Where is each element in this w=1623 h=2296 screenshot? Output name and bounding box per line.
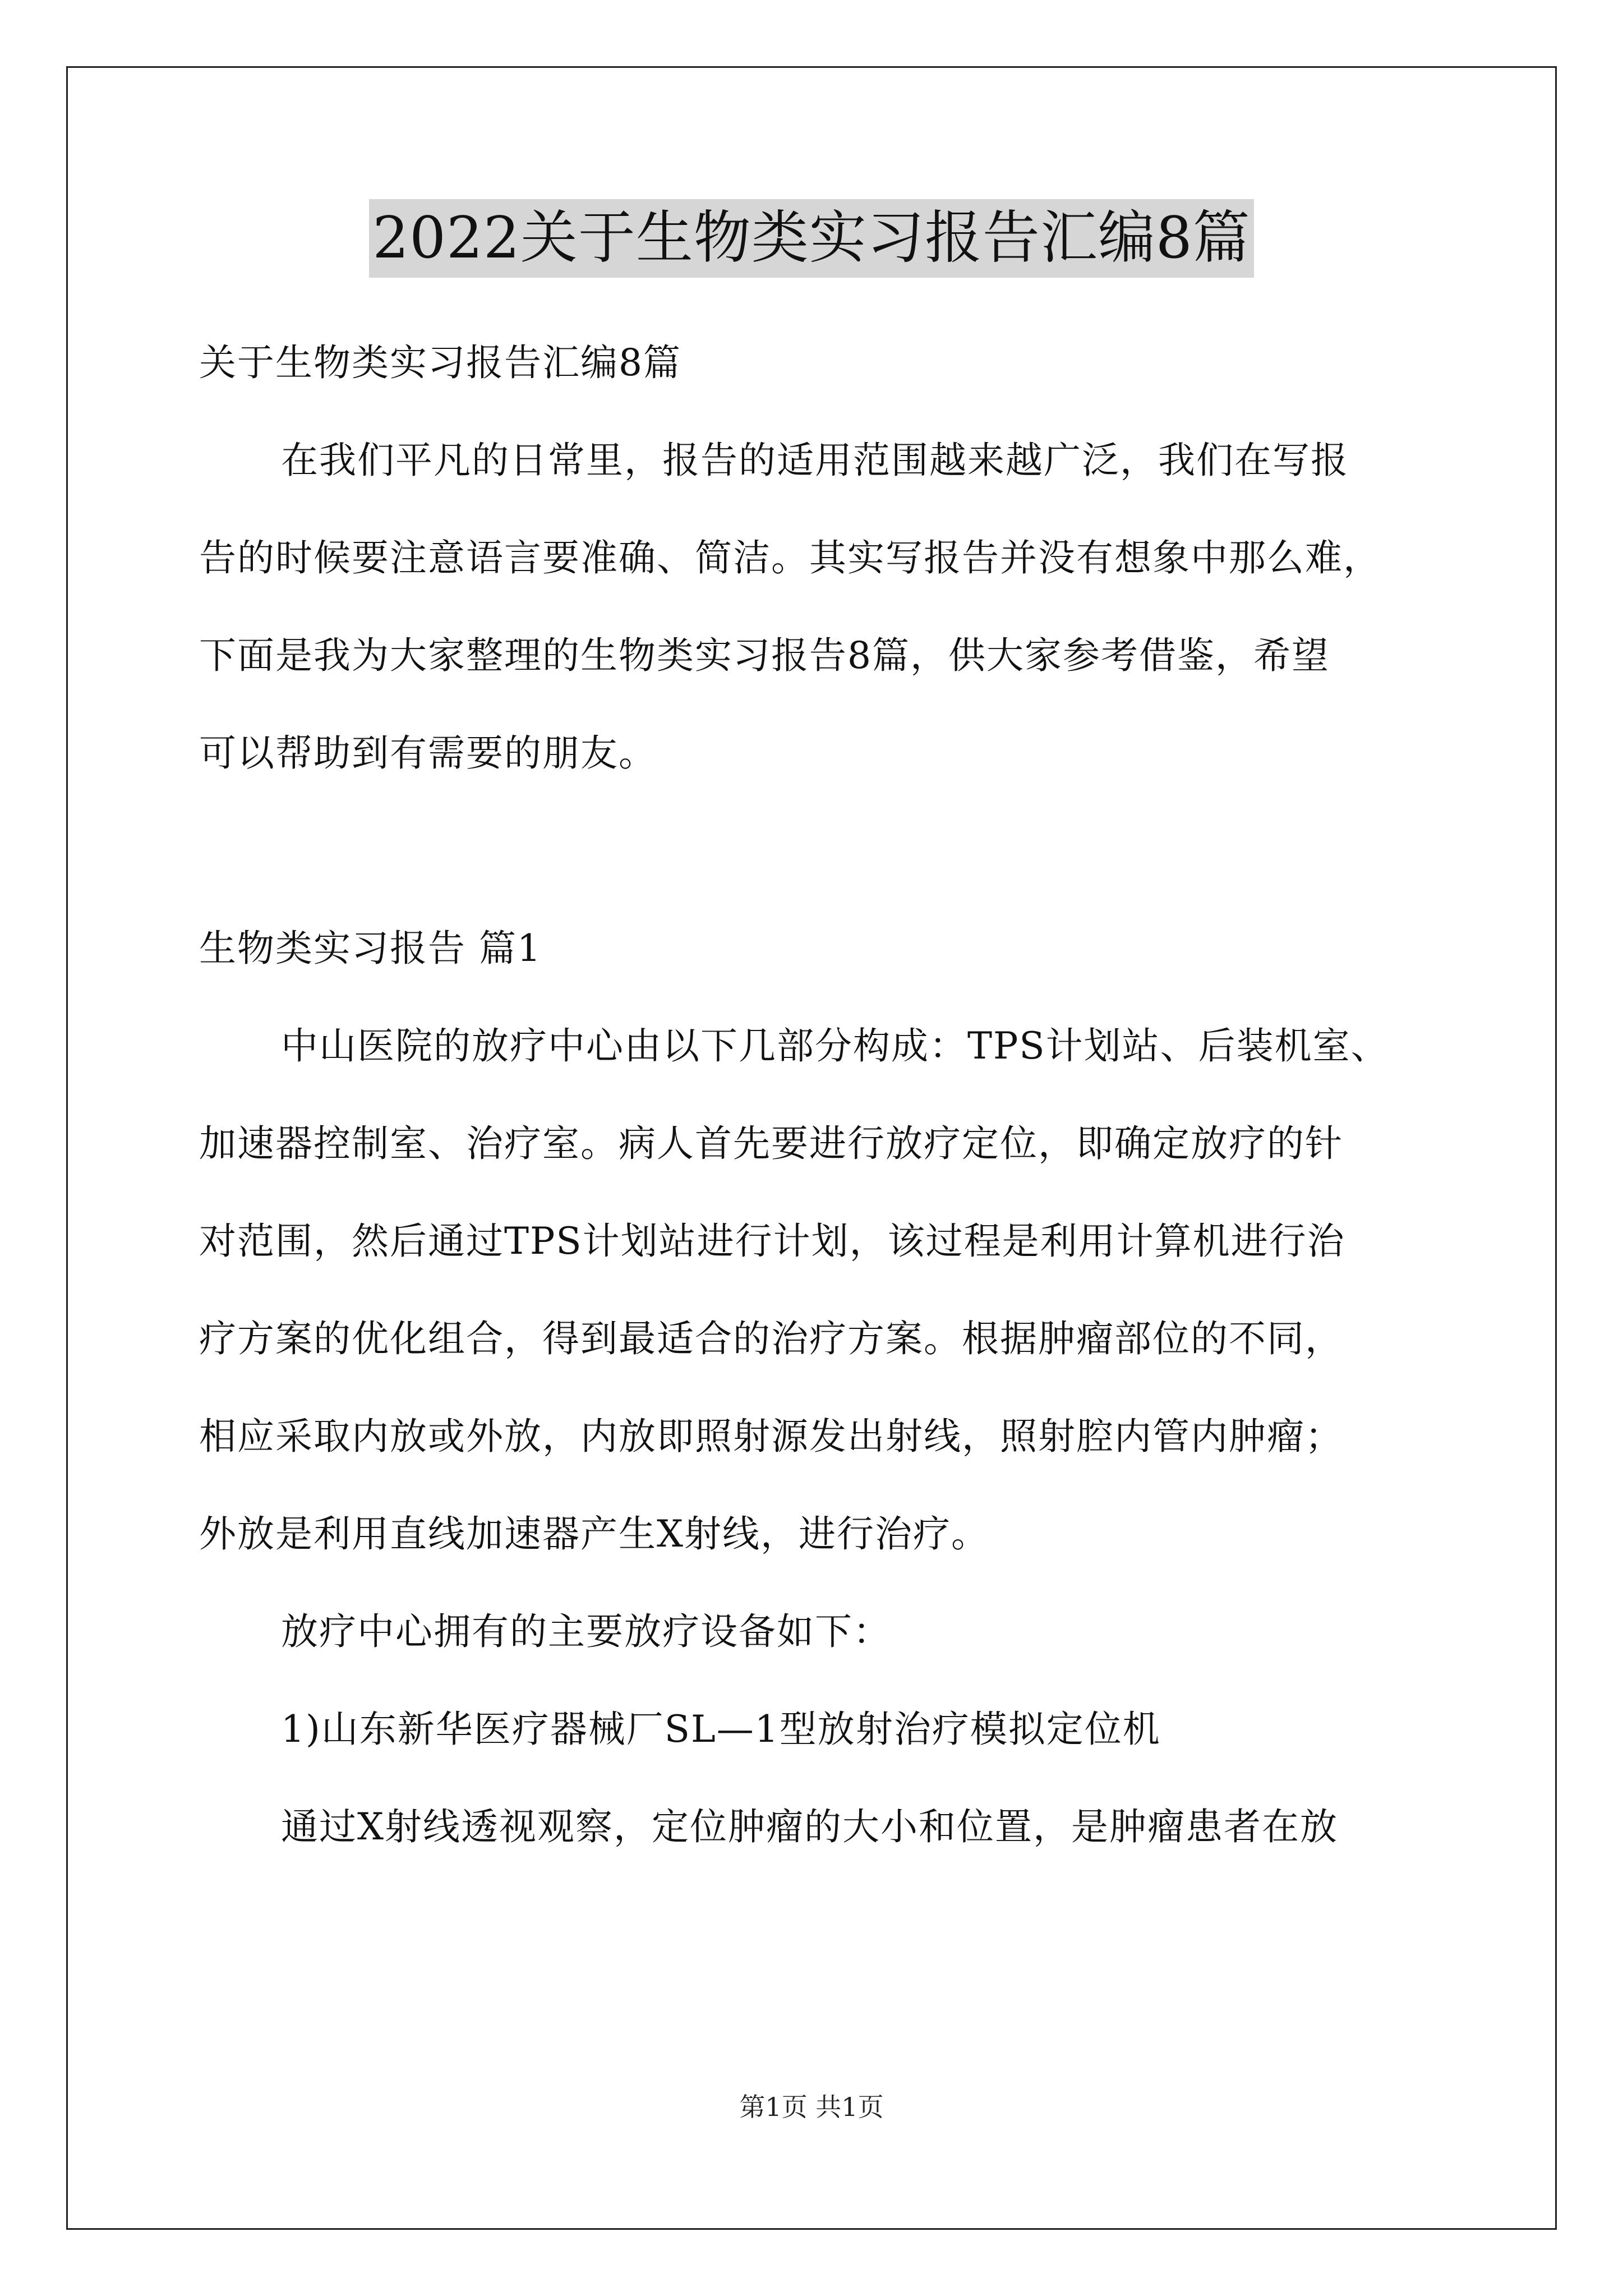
intro-line-4: 可以帮助到有需要的朋友。 xyxy=(199,731,657,775)
section-heading: 生物类实习报告 篇1 xyxy=(199,927,542,970)
section-para4: 通过X射线透视观察，定位肿瘤的大小和位置，是肿瘤患者在放 xyxy=(281,1805,1338,1848)
spacer xyxy=(199,802,1472,900)
title-container xyxy=(0,199,1623,278)
section-para1-line-3: 对范围，然后通过TPS计划站进行计划，该过程是利用计算机进行治 xyxy=(199,1220,1345,1263)
section-para3: 1)山东新华医疗器械厂SL—1型放射治疗模拟定位机 xyxy=(281,1708,1161,1751)
document-body xyxy=(199,314,1472,1876)
section-para1-line-6: 外放是利用直线加速器产生X射线，进行治疗。 xyxy=(199,1512,989,1556)
document-title: 2022关于生物类实习报告汇编8篇 xyxy=(369,199,1253,278)
intro-line-3: 下面是我为大家整理的生物类实习报告8篇，供大家参考借鉴，希望 xyxy=(199,634,1330,677)
section-para1-line-5: 相应采取内放或外放，内放即照射源发出射线，照射腔内管内肿瘤； xyxy=(199,1415,1343,1458)
section-para1-line-1: 中山医院的放疗中心由以下几部分构成：TPS计划站、后装机室、 xyxy=(281,1024,1389,1068)
intro-line-1: 在我们平凡的日常里，报告的适用范围越来越广泛，我们在写报 xyxy=(281,439,1349,482)
subtitle: 关于生物类实习报告汇编8篇 xyxy=(199,341,681,384)
section-para1-line-4: 疗方案的优化组合，得到最适合的治疗方案。根据肿瘤部位的不同， xyxy=(199,1317,1343,1360)
intro-line-2: 告的时候要注意语言要准确、简洁。其实写报告并没有想象中那么难， xyxy=(199,536,1381,579)
section-para2: 放疗中心拥有的主要放疗设备如下： xyxy=(281,1610,891,1653)
section-para1-line-2: 加速器控制室、治疗室。病人首先要进行放疗定位，即确定放疗的针 xyxy=(199,1122,1343,1165)
page-footer: 第1页 共1页 xyxy=(739,2092,884,2122)
